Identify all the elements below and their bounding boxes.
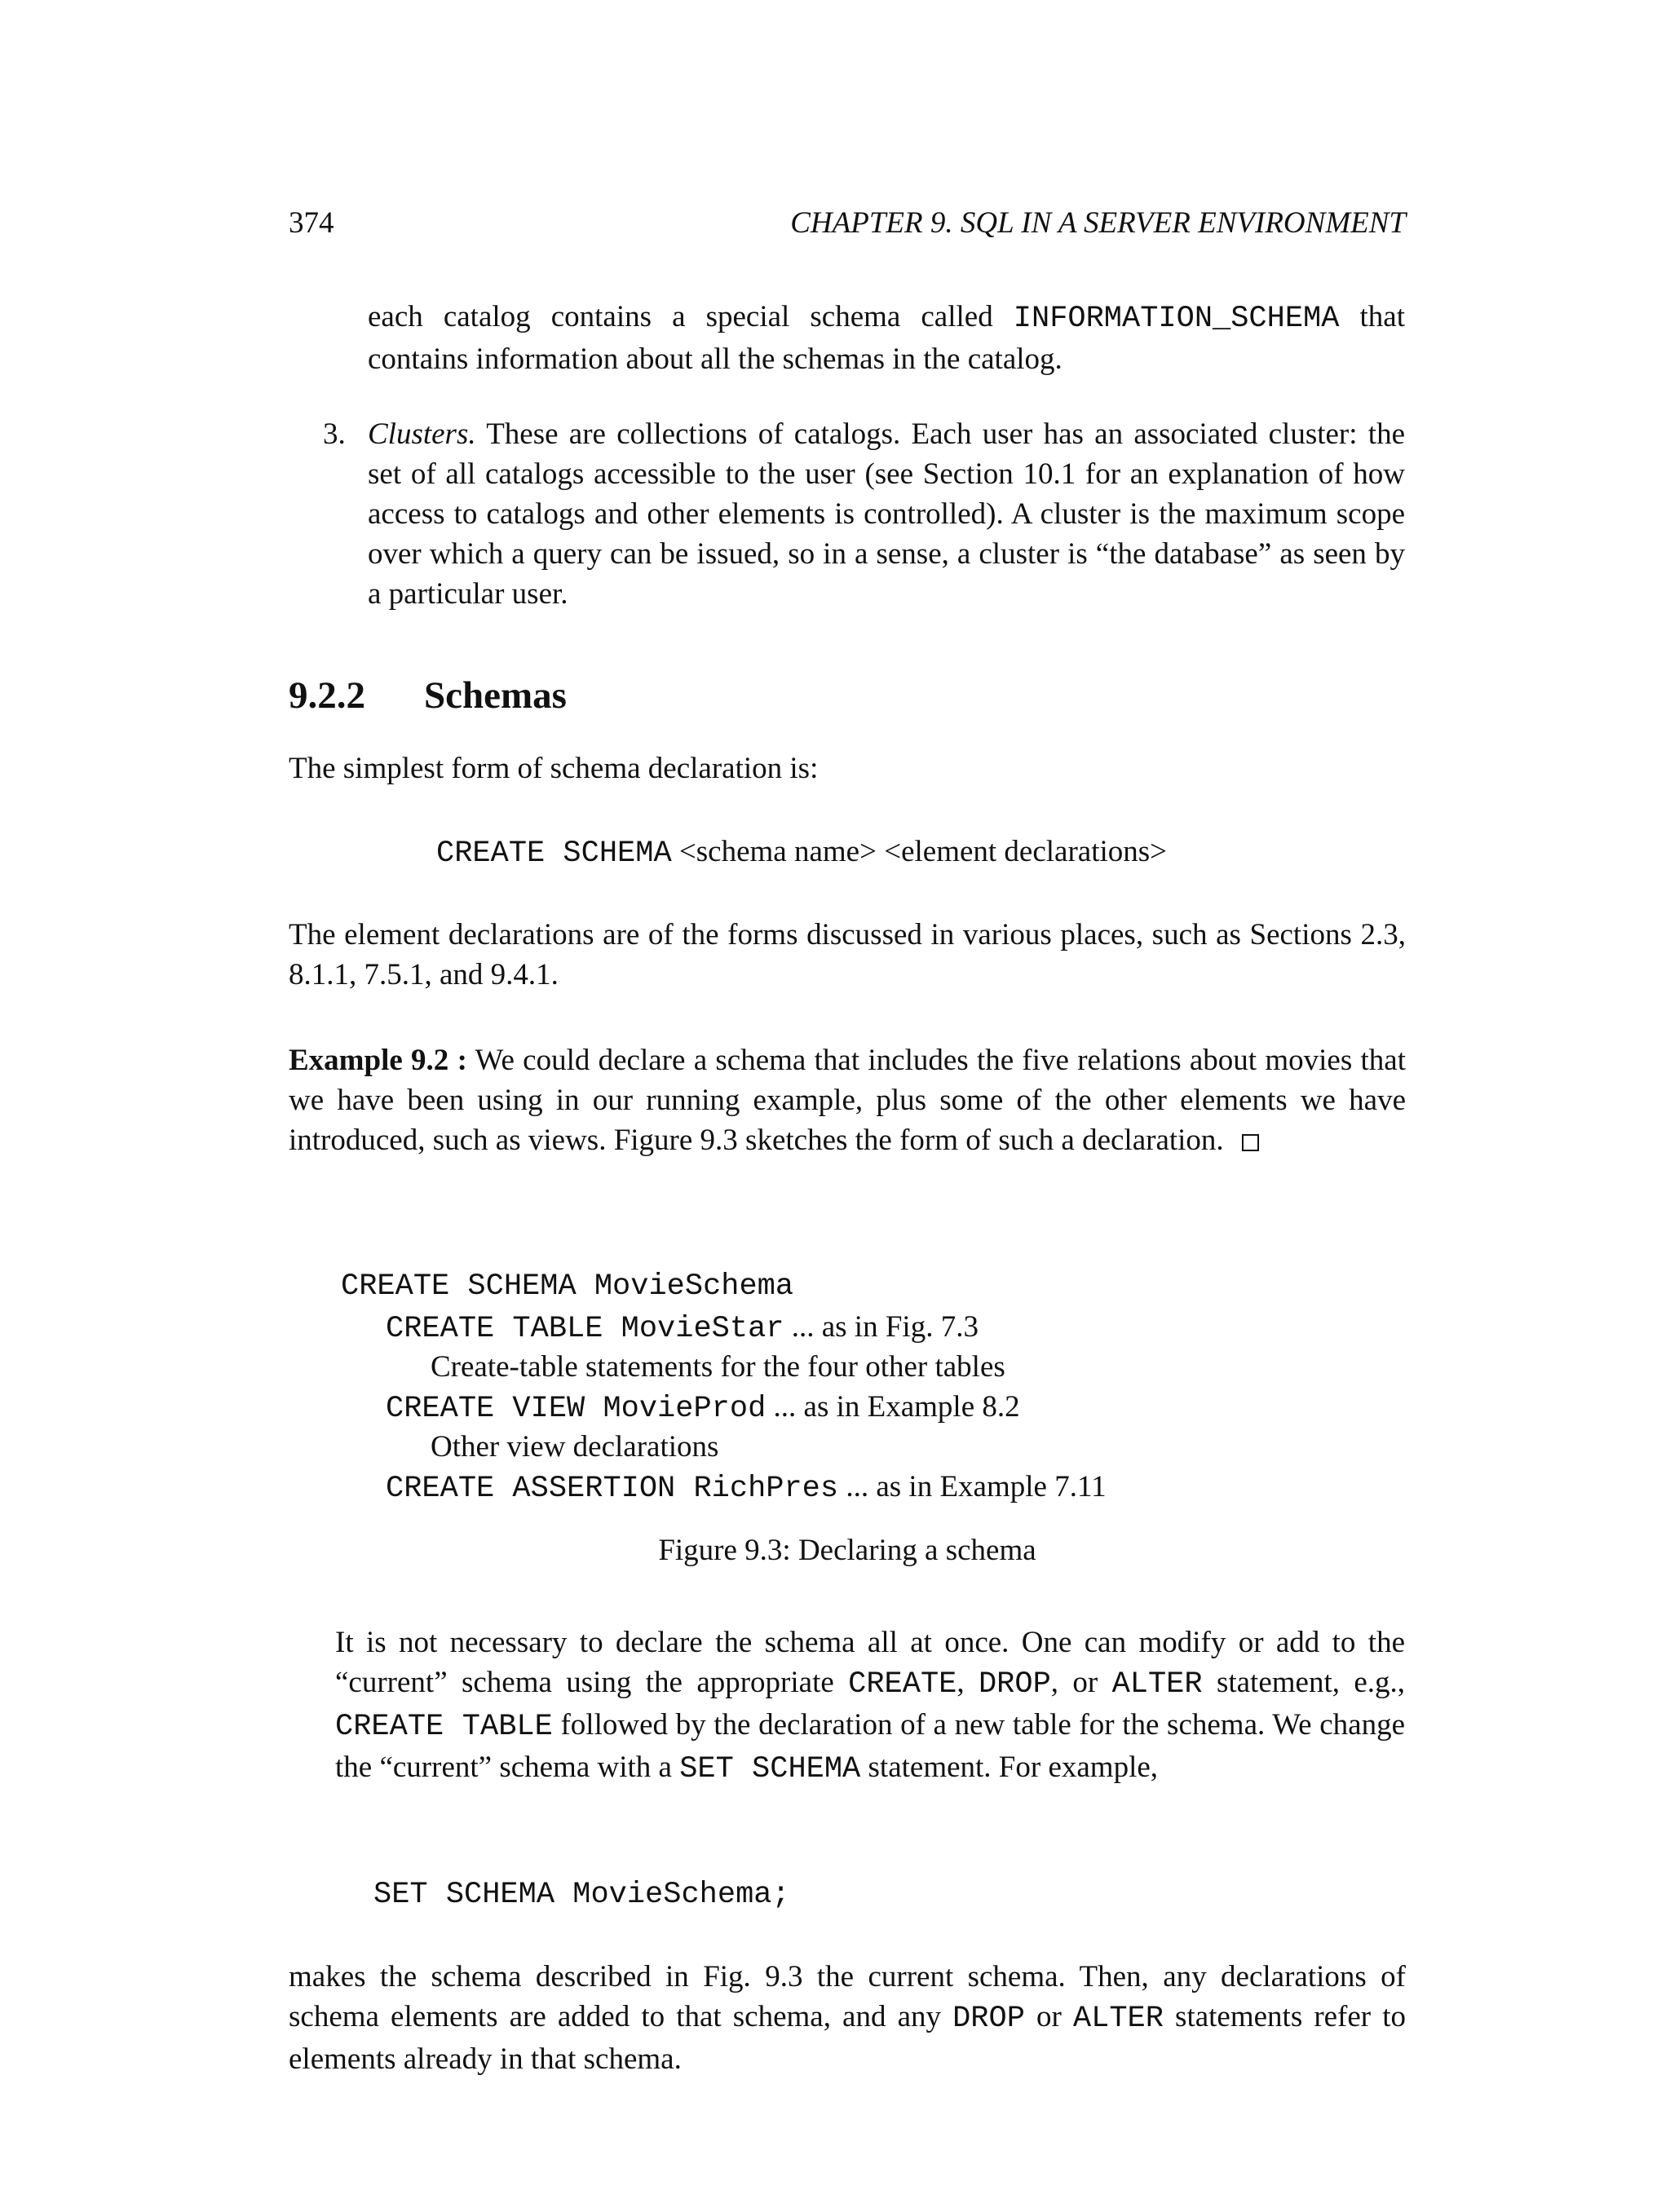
figure-line-1: CREATE SCHEMA MovieSchema (341, 1269, 794, 1304)
information-schema-code: INFORMATION_SCHEMA (1013, 302, 1340, 336)
current-text-1: It is not necessary to declare the schema all at once. One can modify or add to the “current” schema using the appropriate (335, 1626, 1405, 1699)
figure-line-3: Create-table statements for the four other tables (431, 1350, 1005, 1384)
list-item-number: 3. (323, 417, 346, 451)
set-schema-inline-code: SET SCHEMA (679, 1752, 861, 1786)
figure-line-6 (386, 1467, 1107, 1509)
drop-code: DROP (978, 1667, 1051, 1702)
example-paragraph (289, 1040, 1406, 1160)
figure-line-4 (386, 1387, 1020, 1429)
list-item-clusters (368, 414, 1405, 614)
current-text-3: , or (1050, 1666, 1112, 1699)
figure-line-4-code: CREATE VIEW MovieProd (386, 1392, 767, 1426)
figure-line-4-text: ... as in Example 8.2 (766, 1390, 1020, 1424)
example-label: Example 9.2 : (289, 1044, 467, 1077)
current-text-5: followed by the declaration of a new table for the schema. We change the “current” schema with a (335, 1708, 1406, 1784)
schema-syntax (436, 832, 1167, 874)
set-schema-code: SET SCHEMA MovieSchema; (373, 1878, 790, 1912)
elements-paragraph: The element declarations are of the forms discussed in various places, such as Sections 2.3, 8.1.1, 7.5.1, and 9.4.1. (289, 918, 1406, 991)
figure-line-6-code: CREATE ASSERTION RichPres (386, 1472, 839, 1506)
figure-line-5: Other view declarations (431, 1430, 719, 1464)
current-text-4: statement, e.g., (1202, 1666, 1405, 1699)
current-schema-paragraph (335, 1623, 1405, 1790)
continuation-text-b: that contains information about all the schemas in the catalog. (368, 300, 1405, 376)
create-code: CREATE (848, 1667, 957, 1702)
continuation-paragraph (368, 297, 1405, 379)
figure-line-2 (386, 1307, 979, 1349)
create-table-code: CREATE TABLE (335, 1710, 553, 1744)
figure-caption: Figure 9.3: Declaring a schema (658, 1534, 1036, 1567)
clusters-term: Clusters. (368, 417, 476, 451)
section-title: Schemas (424, 674, 567, 717)
clusters-text: These are collections of catalogs. Each user has an associated cluster: the set of all catalogs accessible to the user (see Section 10.1 for an explanation of how access to catalogs and other elements is controlled). A cluster is the maximum scope over which a query can be issued, so in a sense, a cluster is “the database” as seen by a particular user. (368, 417, 1405, 611)
figure-line-2-code: CREATE TABLE MovieStar (386, 1312, 784, 1346)
figure-line-6-text: ... as in Example 7.11 (838, 1470, 1107, 1503)
syntax-rest: <schema name> <element declarations> (671, 835, 1168, 868)
figure-line-2-text: ... as in Fig. 7.3 (784, 1310, 979, 1344)
current-text-6: statement. For example, (860, 1751, 1159, 1784)
final-drop-code: DROP (952, 2002, 1025, 2036)
continuation-text-a: each catalog contains a special schema called (368, 300, 1014, 333)
intro-paragraph: The simplest form of schema declaration is: (289, 752, 819, 785)
page-number: 374 (289, 206, 334, 240)
final-text-1: makes the schema described in Fig. 9.3 the current schema. Then, any declarations of schema elements are added to that schema, and any (289, 1960, 1406, 2033)
syntax-code: CREATE SCHEMA (436, 837, 672, 871)
example-text: We could declare a schema that includes the five relations about movies that we have been using in our running example, plus some of the other elements we have introduced, such as views. Figure 9.3 sketches the form of such a declaration. (289, 1044, 1406, 1157)
alter-code: ALTER (1111, 1667, 1203, 1702)
section-number: 9.2.2 (289, 674, 365, 717)
final-paragraph (289, 1957, 1406, 2079)
current-text-2: , (956, 1666, 979, 1699)
final-text-3: statements refer to elements already in that schema. (289, 2000, 1406, 2076)
final-alter-code: ALTER (1072, 2002, 1164, 2036)
end-of-example-icon (1242, 1134, 1259, 1151)
final-text-2: or (1024, 2000, 1073, 2033)
running-title: CHAPTER 9. SQL IN A SERVER ENVIRONMENT (790, 206, 1406, 240)
